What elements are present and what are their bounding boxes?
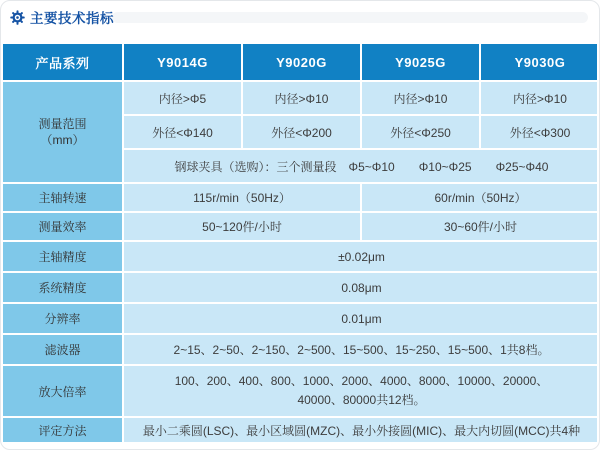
magnification-line-2: 40000、80000共12档。 <box>297 393 426 407</box>
row-system-accuracy <box>3 272 597 303</box>
page-title: 主要技术指标 <box>30 11 114 26</box>
label-system-accuracy: 系统精度 <box>3 272 123 303</box>
label-efficiency: 测量效率 <box>3 212 123 241</box>
row-magnification <box>3 365 597 417</box>
title-divider-band <box>112 12 588 23</box>
row-evaluation <box>3 417 597 443</box>
cell-spindle-speed-b: 60r/min（50Hz） <box>361 183 597 212</box>
header-model-y9014g: Y9014G <box>123 44 242 81</box>
row-spindle-accuracy <box>3 241 597 272</box>
cell-spindle-accuracy: ±0.02μm <box>123 241 597 272</box>
row-spindle-speed <box>3 183 597 212</box>
label-spindle-accuracy: 主轴精度 <box>3 241 123 272</box>
row-inner-diameter <box>3 81 597 115</box>
cell-evaluation: 最小二乘圆(LSC)、最小区域圆(MZC)、最小外接圆(MIC)、最大内切圆(MCC)共4种 <box>123 417 597 443</box>
cell-outer-diameter-1: 外径<Φ200 <box>242 115 361 149</box>
header-model-y9020g: Y9020G <box>242 44 361 81</box>
cell-inner-diameter-2: 内径>Φ10 <box>361 81 480 115</box>
cell-outer-diameter-0: 外径<Φ140 <box>123 115 242 149</box>
row-resolution <box>3 303 597 334</box>
cell-filter: 2~15、2~50、2~150、2~500、15~500、15~250、15~500、1共8档。 <box>123 334 597 365</box>
label-magnification: 放大倍率 <box>3 365 123 417</box>
cell-inner-diameter-3: 内径>Φ10 <box>480 81 597 115</box>
cell-spindle-speed-a: 115r/min（50Hz） <box>123 183 361 212</box>
row-efficiency <box>3 212 597 241</box>
section-title <box>10 7 114 27</box>
measure-range-text: 测量范围 <box>38 116 87 131</box>
cell-resolution: 0.01μm <box>123 303 597 334</box>
cell-magnification <box>123 365 597 417</box>
cell-system-accuracy: 0.08μm <box>123 272 597 303</box>
header-model-y9030g: Y9030G <box>480 44 597 81</box>
spec-table <box>3 44 597 447</box>
cell-efficiency-b: 30~60件/小时 <box>361 212 597 241</box>
label-evaluation: 评定方法 <box>3 417 123 443</box>
label-resolution: 分辨率 <box>3 303 123 334</box>
row-filter <box>3 334 597 365</box>
cell-outer-diameter-2: 外径<Φ250 <box>361 115 480 149</box>
label-spindle-speed: 主轴转速 <box>3 183 123 212</box>
cell-efficiency-a: 50~120件/小时 <box>123 212 361 241</box>
label-filter: 滤波器 <box>3 334 123 365</box>
measure-range-unit: （mm） <box>40 133 85 147</box>
header-row <box>3 44 597 81</box>
label-measure-range <box>3 81 123 183</box>
header-model-y9025g: Y9025G <box>361 44 480 81</box>
gear-icon <box>10 10 25 25</box>
header-product-series: 产品系列 <box>3 44 123 81</box>
cell-inner-diameter-1: 内径>Φ10 <box>242 81 361 115</box>
magnification-line-1: 100、200、400、800、1000、2000、4000、8000、10000、20000、 <box>174 374 549 389</box>
cell-outer-diameter-3: 外径<Φ300 <box>480 115 597 149</box>
cell-fixture-note: 钢球夹具（选购）：三个测量段 Φ5~Φ10 Φ10~Φ25 Φ25~Φ40 <box>123 149 597 183</box>
cell-inner-diameter-0: 内径>Φ5 <box>123 81 242 115</box>
